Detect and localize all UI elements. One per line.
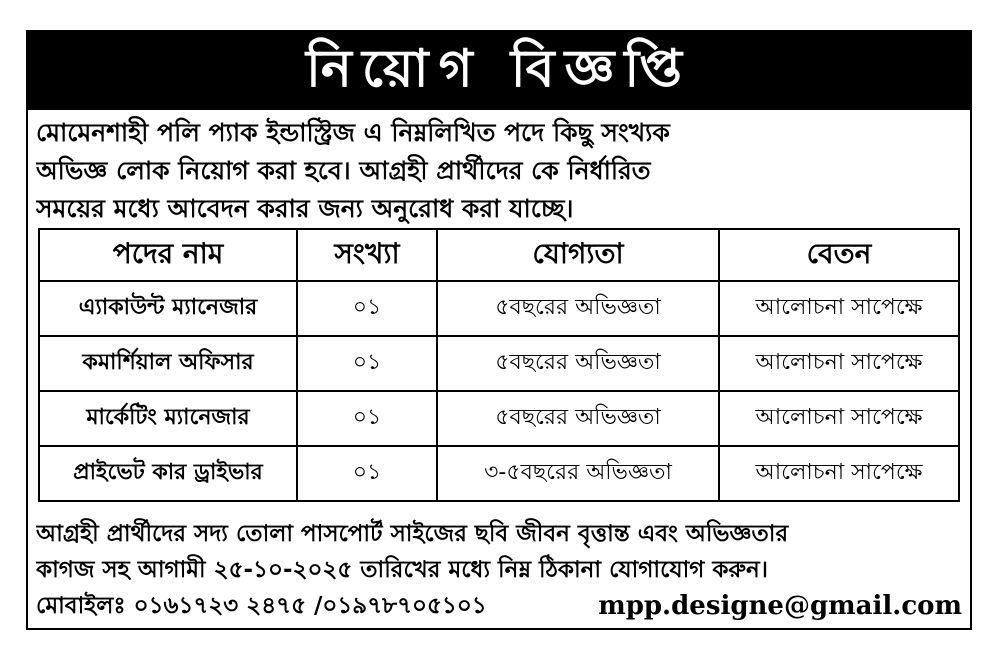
intro-line: সময়ের মধ্যে আবেদন করার জন্য অনুরোধ করা যাচ্ছে। [36,194,574,223]
table-row [39,336,959,391]
cell-salary: আলোচনা সাপেক্ষে [719,336,959,391]
header-post: পদের নাম [39,229,297,281]
header-qualification: যোগ্যতা [437,229,719,281]
cell-count: ০১ [297,391,437,446]
cell-count: ০১ [297,446,437,501]
contact-row [36,588,962,624]
header-count: সংখ্যা [297,229,437,281]
cell-qualification: ৫বছরের অভিজ্ঞতা [437,391,719,446]
cell-post: এ্যাকাউন্ট ম্যানেজার [39,281,297,336]
cell-salary: আলোচনা সাপেক্ষে [719,281,959,336]
footer-line: আগ্রহী প্রার্থীদের সদ্য তোলা পাসপোর্ট সাইজের ছবি জীবন বৃত্তান্ত এবং অভিজ্ঞতার [36,521,789,547]
cell-qualification: ৫বছরের অভিজ্ঞতা [437,336,719,391]
vacancy-table [38,228,960,502]
cell-post: মার্কেটিং ম্যানেজার [39,391,297,446]
title-banner [28,32,970,110]
mobile-numbers: মোবাইলঃ ০১৬১৭২৩ ২৪৭৫ /০১৯৭৮৭০৫১০১ [36,593,487,619]
cell-salary: আলোচনা সাপেক্ষে [719,391,959,446]
notice-title: নিয়োগ বিজ্ঞপ্তি [306,37,692,99]
table-row [39,281,959,336]
cell-post: প্রাইভেট কার ড্রাইভার [39,446,297,501]
header-salary: বেতন [719,229,959,281]
email-address[interactable]: mpp.designe@gmail.com [598,591,962,621]
intro-line: মোমেনশাহী পলি প্যাক ইন্ডাস্ট্রিজ এ নিম্নলিখিত পদে কিছু সংখ্যক [36,118,670,147]
cell-count: ০১ [297,336,437,391]
intro-line: অভিজ্ঞ লোক নিয়োগ করা হবে। আগ্রহী প্রার্থীদের কে নির্ধারিত [36,156,651,185]
cell-count: ০১ [297,281,437,336]
intro-paragraph [36,114,962,228]
footer-section [36,516,962,624]
cell-qualification: ৫বছরের অভিজ্ঞতা [437,281,719,336]
cell-salary: আলোচনা সাপেক্ষে [719,446,959,501]
table-header-row [39,229,959,281]
cell-qualification: ৩-৫বছরের অভিজ্ঞতা [437,446,719,501]
table-row [39,446,959,501]
cell-post: কমার্শিয়াল অফিসার [39,336,297,391]
table-row [39,391,959,446]
notice-frame [26,30,972,630]
footer-line: কাগজ সহ আগামী ২৫-১০-২০২৫ তারিখের মধ্যে নিম্ন ঠিকানা যোগাযোগ করুন। [36,557,769,583]
